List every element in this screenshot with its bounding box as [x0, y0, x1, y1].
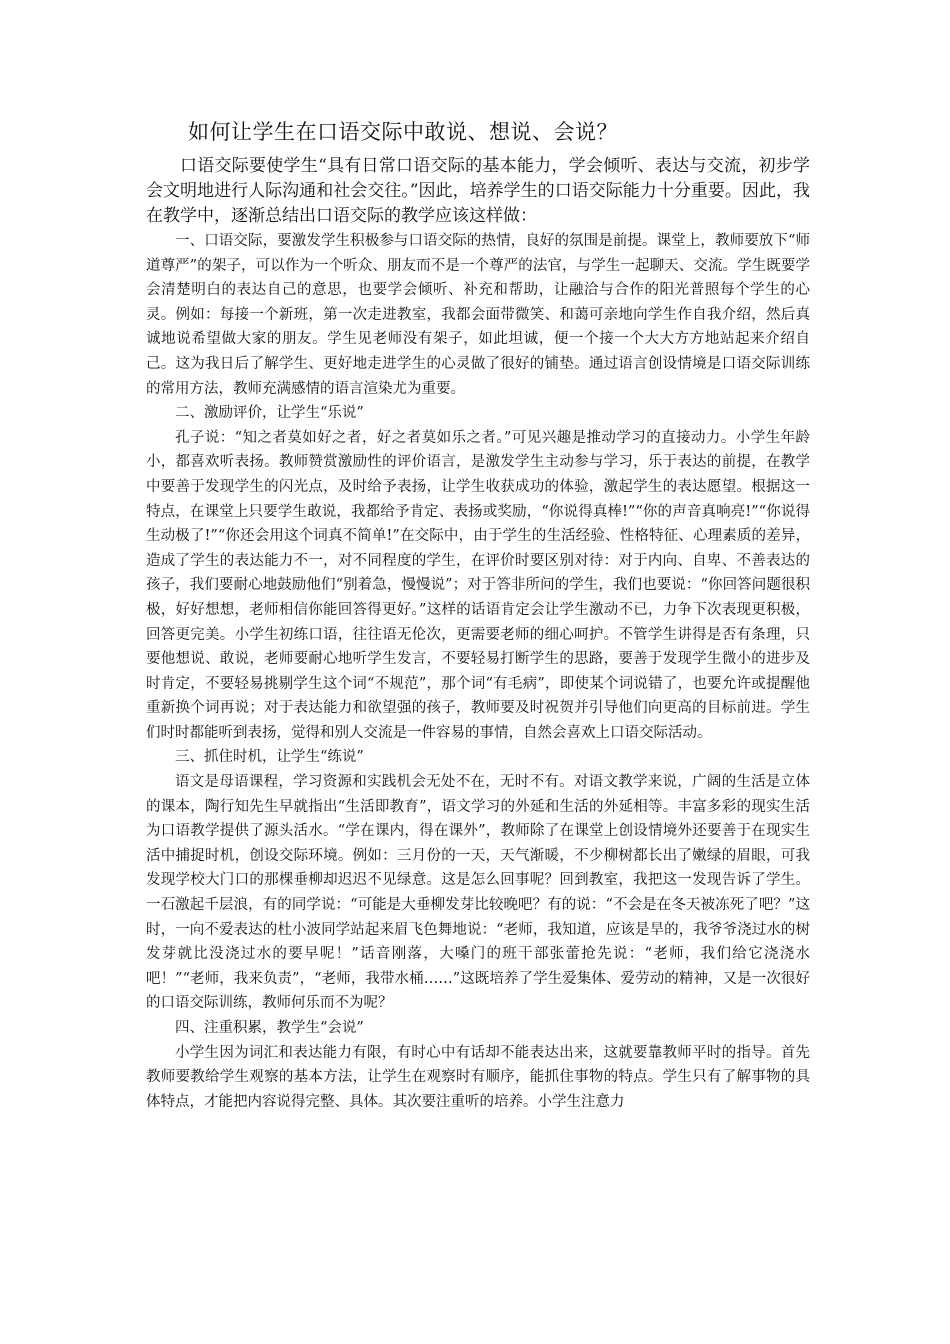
section-1-paragraph: 一、口语交际，要激发学生积极参与口语交际的热情，良好的氛围是前提。课堂上，教师要放下“师道尊严”的架子，可以作为一个听众、朋友而不是一个尊严的法官，与学生一起聊天、交流。学生既要学会清楚明白的表达自己的意思，也要学会倾听、补充和帮助，让融洽与合作的阳光普照每个学生的心灵。例如：每接一个新班，第一次走进教室，我都会面带微笑、和蔼可亲地向学生作自我介绍，然后真诚地说希望做大家的朋友。学生见老师没有架子，如此坦诚，便一个接一个大大方方地站起来介绍自己。这为我日后了解学生、更好地走进学生的心灵做了很好的铺垫。通过语言创设情境是口语交际训练的常用方法，教师充满感情的语言渲染尤为重要。 — [146, 233, 810, 397]
section-2-heading: 二、激励评价，让学生“乐说” — [175, 405, 364, 422]
section-4-heading: 四、注重积累，教学生“会说” — [175, 1020, 364, 1036]
intro-paragraph: 口语交际要使学生“具有日常口语交际的基本能力，学会倾听、表达与交流，初步学会文明地进行人际沟通和社会交往。”因此，培养学生的口语交际能力十分重要。因此，我在教学中，逐渐总结出口语交际的教学应该这样做： — [146, 156, 810, 226]
document-page — [146, 118, 810, 1114]
section-3-heading: 三、抓住时机，让学生“练说” — [175, 749, 364, 766]
section-2-paragraph: 孔子说：“知之者莫如好之者，好之者莫如乐之者。”可见兴趣是推动学习的直接动力。小学生年龄小，都喜欢听表扬。教师赞赏激励性的评价语言，是激发学生主动参与学习，乐于表达的前提，在教学中要善于发现学生的闪光点，及时给予表扬，让学生收获成功的体验，激起学生的表达愿望。根据这一特点，在课堂上只要学生敢说，我都给予肯定、表扬或奖励，“你说得真棒!”“你的声音真响亮!”“你说得生动极了!”“你还会用这个词真不简单!”在交际中，由于学生的生活经验、性格特征、心理素质的差异，造成了学生的表达能力不一，对不同程度的学生，在评价时要区别对待：对于内向、自卑、不善表达的孩子，我们要耐心地鼓励他们“别着急，慢慢说”；对于答非所问的学生，我们也要说：“你回答问题很积极，好好想想，老师相信你能回答得更好。”这样的话语肯定会让学生激动不已，力争下次表现更积极，回答更完美。小学生初练口语，往往语无伦次，更需要老师的细心呵护。不管学生讲得是否有条理，只要他想说、敢说，老师要耐心地听学生发言，不要轻易打断学生的思路，要善于发现学生微小的进步及时肯定，不要轻易挑剔学生这个词“不规范”，那个词“有毛病”，即使某个词说错了，也要允许或提醒他重新换个词再说；对于表达能力和欲望强的孩子，教师要及时祝贺并引导他们向更高的目标前进。学生们时时都能听到表扬，觉得和别人交流是一件容易的事情，自然会喜欢上口语交际活动。 — [146, 429, 810, 741]
document-title: 如何让学生在口语交际中敢说、想说、会说？ — [188, 120, 618, 144]
section-3-paragraph: 语文是母语课程，学习资源和实践机会无处不在，无时不有。对语文教学来说，广阔的生活是立体的课本，陶行知先生早就指出“生活即教育”，语文学习的外延和生活的外延相等。丰富多彩的现实生活为口语教学提供了源头活水。“学在课内，得在课外”，教师除了在课堂上创设情境外还要善于在现实生活中捕捉时机，创设交际环境。例如：三月份的一天，天气渐暖，不少柳树都长出了嫩绿的眉眼，可我发现学校大门口的那棵垂柳却迟迟不见绿意。这是怎么回事呢？回到教室，我把这一发现告诉了学生。一石激起千层浪，有的同学说：“可能是大垂柳发芽比较晚吧？有的说：“不会是在冬天被冻死了吧？”这时，一向不爱表达的杜小波同学站起来眉飞色舞地说：“老师，我知道，应该是旱的，我爷爷浇过水的树发芽就比没浇过水的要早呢！”话音刚落，大嗓门的班干部张蕾抢先说：“老师，我们给它浇浇水吧！”“老师，我来负责”，“老师，我带水桶……”这既培养了学生爱集体、爱劳动的精神，又是一次很好的口语交际训练，教师何乐而不为呢？ — [146, 774, 810, 1012]
section-4-paragraph: 小学生因为词汇和表达能力有限，有时心中有话却不能表达出来，这就要靠教师平时的指导。首先教师要教给学生观察的基本方法，让学生在观察时有顺序，能抓住事物的特点。学生只有了解事物的具体特点，才能把内容说得完整、具体。其次要注重听的培养。小学生注意力 — [146, 1044, 810, 1110]
